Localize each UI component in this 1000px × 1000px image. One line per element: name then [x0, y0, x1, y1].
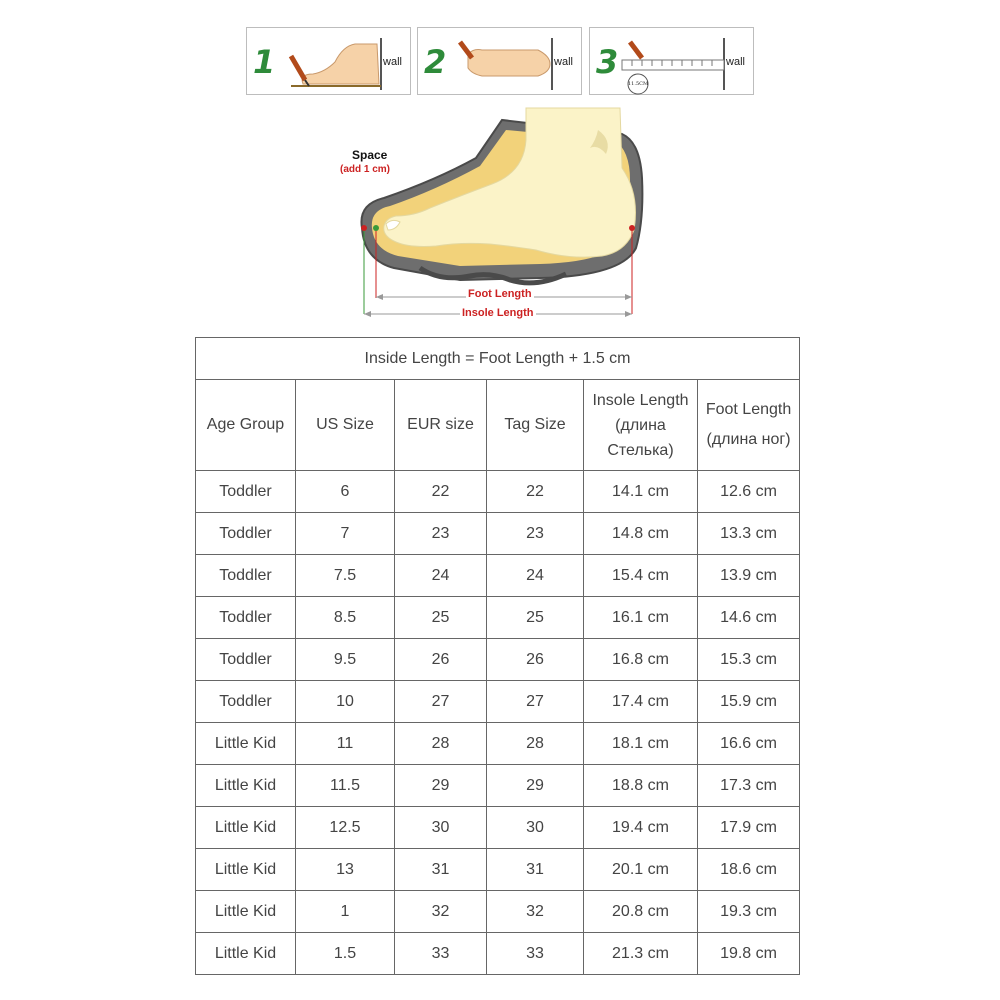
cell-us-size: 9.5: [296, 639, 395, 681]
cell-eur-size: 26: [395, 639, 487, 681]
space-note: (add 1 cm): [340, 164, 391, 175]
step-3-panel: [589, 27, 754, 95]
cell-us-size: 13: [296, 849, 395, 891]
cell-insole-length: 18.8 cm: [584, 765, 698, 807]
table-caption-row: [196, 338, 800, 380]
cell-insole-length: 16.1 cm: [584, 597, 698, 639]
size-chart-table: [195, 337, 800, 975]
cell-age-group: Toddler: [196, 639, 296, 681]
cell-foot-length: 17.9 cm: [698, 807, 800, 849]
cell-us-size: 6: [296, 471, 395, 513]
cell-tag-size: 29: [487, 765, 584, 807]
cell-foot-length: 15.9 cm: [698, 681, 800, 723]
space-label: Space: [352, 148, 388, 162]
cell-us-size: 10: [296, 681, 395, 723]
header-eur-size: EUR size: [395, 380, 487, 471]
foot-length-label: Foot Length: [468, 288, 532, 300]
cell-age-group: Toddler: [196, 597, 296, 639]
step-1-panel: [246, 27, 411, 95]
cell-tag-size: 26: [487, 639, 584, 681]
cell-insole-length: 20.8 cm: [584, 891, 698, 933]
cell-us-size: 12.5: [296, 807, 395, 849]
cell-eur-size: 32: [395, 891, 487, 933]
table-row: [196, 471, 800, 513]
cell-foot-length: 19.3 cm: [698, 891, 800, 933]
cell-insole-length: 14.1 cm: [584, 471, 698, 513]
table-row: [196, 555, 800, 597]
wall-label: wall: [554, 56, 573, 68]
cell-insole-length: 20.1 cm: [584, 849, 698, 891]
step-number: 2: [424, 43, 447, 81]
cell-tag-size: 22: [487, 471, 584, 513]
cell-foot-length: 19.8 cm: [698, 933, 800, 975]
cell-eur-size: 25: [395, 597, 487, 639]
cell-tag-size: 33: [487, 933, 584, 975]
cell-tag-size: 24: [487, 555, 584, 597]
cell-tag-size: 32: [487, 891, 584, 933]
table-row: [196, 933, 800, 975]
cell-age-group: Toddler: [196, 681, 296, 723]
header-tag-size: Tag Size: [487, 380, 584, 471]
cell-us-size: 8.5: [296, 597, 395, 639]
cell-eur-size: 24: [395, 555, 487, 597]
cell-tag-size: 25: [487, 597, 584, 639]
cell-foot-length: 13.9 cm: [698, 555, 800, 597]
step-2-panel: [417, 27, 582, 95]
cell-eur-size: 22: [395, 471, 487, 513]
cell-tag-size: 27: [487, 681, 584, 723]
cell-eur-size: 30: [395, 807, 487, 849]
cell-eur-size: 31: [395, 849, 487, 891]
table-row: [196, 849, 800, 891]
cell-tag-size: 23: [487, 513, 584, 555]
cell-age-group: Little Kid: [196, 807, 296, 849]
cell-insole-length: 16.8 cm: [584, 639, 698, 681]
cell-age-group: Little Kid: [196, 849, 296, 891]
step-number: 1: [253, 43, 276, 81]
cell-age-group: Toddler: [196, 513, 296, 555]
cell-us-size: 11.5: [296, 765, 395, 807]
header-foot-length: Foot Length (длина ног): [698, 380, 800, 471]
wall-label: wall: [726, 56, 745, 68]
cell-foot-length: 15.3 cm: [698, 639, 800, 681]
cell-us-size: 7.5: [296, 555, 395, 597]
table-header-row: [196, 380, 800, 471]
insole-length-label: Insole Length: [462, 307, 534, 319]
cell-eur-size: 28: [395, 723, 487, 765]
header-insole-length: Insole Length (длина Стелька): [584, 380, 698, 471]
table-caption: Inside Length = Foot Length + 1.5 cm: [196, 338, 800, 380]
cell-tag-size: 31: [487, 849, 584, 891]
cell-foot-length: 14.6 cm: [698, 597, 800, 639]
cell-tag-size: 28: [487, 723, 584, 765]
cell-insole-length: 14.8 cm: [584, 513, 698, 555]
cell-insole-length: 19.4 cm: [584, 807, 698, 849]
cell-age-group: Toddler: [196, 555, 296, 597]
header-age-group: Age Group: [196, 380, 296, 471]
cell-age-group: Little Kid: [196, 891, 296, 933]
cell-foot-length: 12.6 cm: [698, 471, 800, 513]
table-row: [196, 639, 800, 681]
cell-foot-length: 18.6 cm: [698, 849, 800, 891]
cell-tag-size: 30: [487, 807, 584, 849]
cell-insole-length: 17.4 cm: [584, 681, 698, 723]
cell-insole-length: 21.3 cm: [584, 933, 698, 975]
table-body: [196, 471, 800, 975]
cell-us-size: 11: [296, 723, 395, 765]
cell-us-size: 7: [296, 513, 395, 555]
cell-eur-size: 33: [395, 933, 487, 975]
step-number: 3: [596, 43, 619, 81]
cell-age-group: Toddler: [196, 471, 296, 513]
cell-insole-length: 18.1 cm: [584, 723, 698, 765]
table-row: [196, 765, 800, 807]
cell-eur-size: 23: [395, 513, 487, 555]
cell-foot-length: 17.3 cm: [698, 765, 800, 807]
ruler-readout: 11.5CM: [628, 81, 649, 87]
table-row: [196, 723, 800, 765]
cell-us-size: 1: [296, 891, 395, 933]
table-row: [196, 807, 800, 849]
cell-us-size: 1.5: [296, 933, 395, 975]
table-row: [196, 681, 800, 723]
shoe-measurement-diagram: [340, 100, 660, 330]
table-row: [196, 891, 800, 933]
cell-age-group: Little Kid: [196, 933, 296, 975]
table-row: [196, 597, 800, 639]
cell-foot-length: 16.6 cm: [698, 723, 800, 765]
cell-insole-length: 15.4 cm: [584, 555, 698, 597]
cell-eur-size: 29: [395, 765, 487, 807]
table-row: [196, 513, 800, 555]
cell-foot-length: 13.3 cm: [698, 513, 800, 555]
wall-label: wall: [383, 56, 402, 68]
cell-eur-size: 27: [395, 681, 487, 723]
cell-age-group: Little Kid: [196, 765, 296, 807]
cell-age-group: Little Kid: [196, 723, 296, 765]
header-us-size: US Size: [296, 380, 395, 471]
